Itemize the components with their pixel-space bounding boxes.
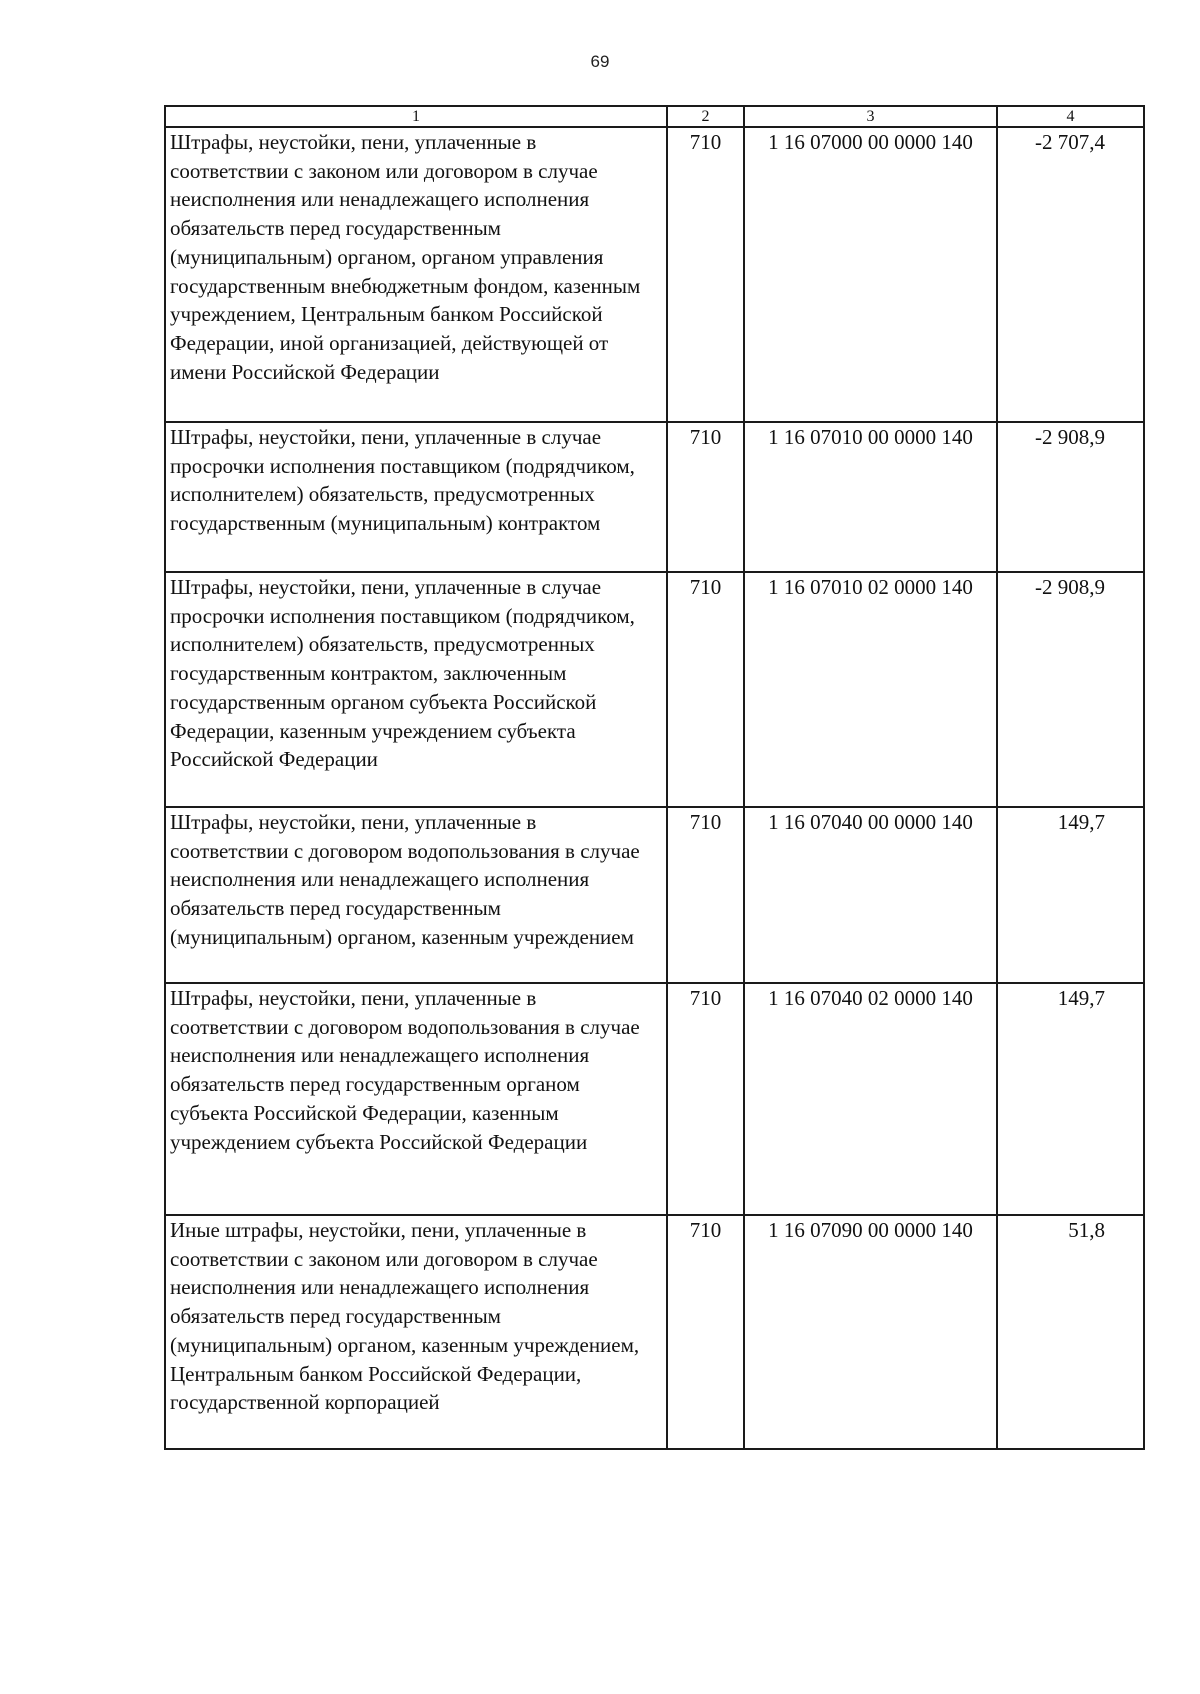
row-budget-code: 1 16 07010 02 0000 140 — [744, 572, 997, 807]
row-admin-code: 710 — [667, 572, 744, 807]
row-name: Штрафы, неустойки, пени, уплаченные в соответствии с договором водопользования в случае неисполнения или ненадлежащего исполнения обязательств перед государственным органом субъекта Российской Федерации, казенным учреждением субъекта Российской Федерации — [165, 983, 667, 1215]
header-col-2: 2 — [667, 106, 744, 127]
row-sum: 149,7 — [997, 983, 1144, 1215]
row-sum: 149,7 — [997, 807, 1144, 983]
table-row — [165, 572, 1144, 807]
row-name: Иные штрафы, неустойки, пени, уплаченные в соответствии с законом или договором в случае неисполнения или ненадлежащего исполнения обязательств перед государственным (муниципальным) органом, казенным учреждением, Центральным банком Российской Федерации, государственной корпорацией — [165, 1215, 667, 1449]
row-admin-code: 710 — [667, 807, 744, 983]
table-row — [165, 127, 1144, 422]
row-name: Штрафы, неустойки, пени, уплаченные в соответствии с законом или договором в случае неисполнения или ненадлежащего исполнения обязательств перед государственным (муниципальным) органом, органом управления государственным внебюджетным фондом, казенным учреждением, Центральным банком Российской Федерации, иной организацией, действующей от имени Российской Федерации — [165, 127, 667, 422]
header-col-4: 4 — [997, 106, 1144, 127]
table-row — [165, 1215, 1144, 1449]
row-sum: -2 908,9 — [997, 572, 1144, 807]
row-budget-code: 1 16 07040 02 0000 140 — [744, 983, 997, 1215]
row-name: Штрафы, неустойки, пени, уплаченные в соответствии с договором водопользования в случае неисполнения или ненадлежащего исполнения обязательств перед государственным (муниципальным) органом, казенным учреждением — [165, 807, 667, 983]
header-col-3: 3 — [744, 106, 997, 127]
row-admin-code: 710 — [667, 422, 744, 572]
table-row — [165, 983, 1144, 1215]
table-body — [165, 127, 1144, 1449]
row-budget-code: 1 16 07040 00 0000 140 — [744, 807, 997, 983]
row-budget-code: 1 16 07010 00 0000 140 — [744, 422, 997, 572]
row-budget-code: 1 16 07090 00 0000 140 — [744, 1215, 997, 1449]
row-budget-code: 1 16 07000 00 0000 140 — [744, 127, 997, 422]
table-row — [165, 807, 1144, 983]
row-sum: -2 908,9 — [997, 422, 1144, 572]
table-row — [165, 422, 1144, 572]
header-col-1: 1 — [165, 106, 667, 127]
row-admin-code: 710 — [667, 127, 744, 422]
row-admin-code: 710 — [667, 983, 744, 1215]
row-name: Штрафы, неустойки, пени, уплаченные в случае просрочки исполнения поставщиком (подрядчиком, исполнителем) обязательств, предусмотренных государственным контрактом, заключенным государственным органом субъекта Российской Федерации, казенным учреждением субъекта Российской Федерации — [165, 572, 667, 807]
table-header — [165, 106, 1144, 127]
row-name: Штрафы, неустойки, пени, уплаченные в случае просрочки исполнения поставщиком (подрядчиком, исполнителем) обязательств, предусмотренных государственным (муниципальным) контрактом — [165, 422, 667, 572]
revenue-table — [164, 105, 1145, 1450]
row-admin-code: 710 — [667, 1215, 744, 1449]
page-number: 69 — [590, 52, 610, 71]
header-row — [165, 106, 1144, 127]
row-sum: -2 707,4 — [997, 127, 1144, 422]
row-sum: 51,8 — [997, 1215, 1144, 1449]
